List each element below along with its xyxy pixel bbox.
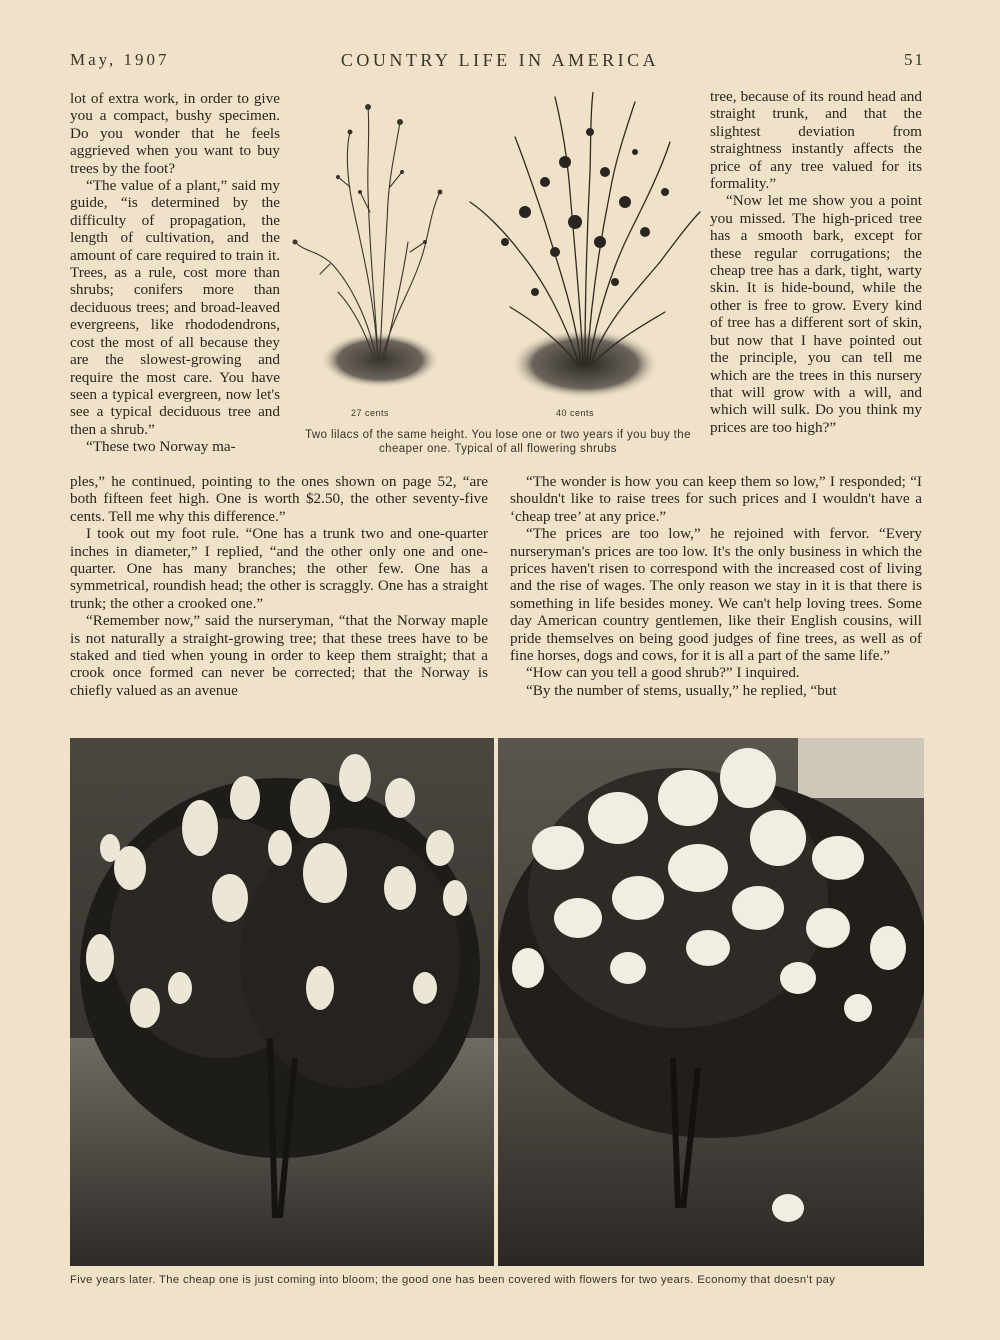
lilac-cheap-photo <box>70 738 494 1266</box>
figure-caption-bottom: Five years later. The cheap one is just coming into bloom; the good one has been covered with flowers for two years. Economy that doesn't pay <box>70 1274 836 1286</box>
paragraph: “The value of a plant,” said my guide, “is determined by the difficulty of propagation, the length of cultivation, and the amount of care required to train it. Trees, as a rule, cost more than shrubs; conifers more than deciduous trees; and broad-leaved evergreens, like rhododendrons, cost the most of all because they are the slowest-growing and require the most care. You have seen a typical evergreen, now let's see a typical deciduous tree and then a shrub.” <box>70 177 280 438</box>
price-label-right: 40 cents <box>555 408 595 418</box>
lilac-27-cents-image <box>290 92 455 392</box>
text-column-left-wide <box>70 473 488 699</box>
issue-date: May, 1907 <box>70 50 170 69</box>
page-number: 51 <box>904 50 925 69</box>
paragraph: ples,” he continued, pointing to the ones shown on page 52, “are both fifteen feet high. One is worth $2.50, the other seventy-five cents. Tell me why this difference.” <box>70 473 488 525</box>
paragraph: “The wonder is how you can keep them so low,” I responded; “I shouldn't like to raise trees for such prices and I wouldn't have a ‘cheap tree’ at any price.” <box>510 473 922 525</box>
paragraph: “Now let me show you a point you missed. The high-priced tree has a smooth bark, except for these regular corrugations; the cheap tree has a dark, tight, warty skin. It is hide-bound, while the other is free to grow. Every kind of tree has a different sort of skin, but now that I have pointed out the principle, you can tell me which are the trees in this nursery that will grow with a will, and which will sulk. Do you think my prices are too high?” <box>710 192 922 436</box>
text-column-right-wide <box>510 473 922 699</box>
lilac-40-cents-image <box>465 92 705 402</box>
magazine-title: COUNTRY LIFE IN AMERICA <box>340 50 660 70</box>
paragraph: “By the number of stems, usually,” he replied, “but <box>526 681 837 699</box>
paragraph: lot of extra work, in order to give you a compact, bushy specimen. Do you wonder that he feels aggrieved when you want to buy trees by the foot? <box>70 90 280 177</box>
paragraph: “The prices are too low,” he rejoined with fervor. “Every nurseryman's prices are too low. It's the only business in which the prices haven't risen to correspond with the increased cost of living and the rise of wages. The only reason we stay in it is that there is something in life besides money. We can't help loving trees. Some day American country gentlemen, like their English cousins, will pride themselves on being good judges of fine trees, as well as of fine horses, dogs and cows, for it is all a part of the same life.” <box>510 525 922 665</box>
paragraph: “How can you tell a good shrub?” I inquired. <box>526 664 800 682</box>
paragraph: “Remember now,” said the nurseryman, “that the Norway maple is not naturally a straight-growing tree; that these trees have to be staked and tied when young in order to keep them straight; that a crook once formed can never be corrected; that the Norway is chiefly valued as an avenue <box>70 612 488 699</box>
lilac-good-photo <box>498 738 924 1266</box>
paragraph: “These two Norway ma- <box>86 438 236 456</box>
paragraph: I took out my foot rule. “One has a trunk two and one-quarter inches in diameter,” I replied, “and the other only one and one-quarter. One has many branches; the other few. One has a symmetrical, roundish head; the other is scraggly. One has a straight trunk; the other a crooked one.” <box>70 525 488 612</box>
figure-caption-top: Two lilacs of the same height. You lose one or two years if you buy the cheaper one. Typical of all flowering shrubs <box>305 429 691 455</box>
price-label-left: 27 cents <box>350 408 390 418</box>
text-column-left <box>70 90 280 456</box>
paragraph: tree, because of its round head and straight trunk, and that the slightest deviation from straightness instantly affects the price of any tree valued for its formality.” <box>710 88 922 193</box>
text-column-right <box>710 88 922 436</box>
